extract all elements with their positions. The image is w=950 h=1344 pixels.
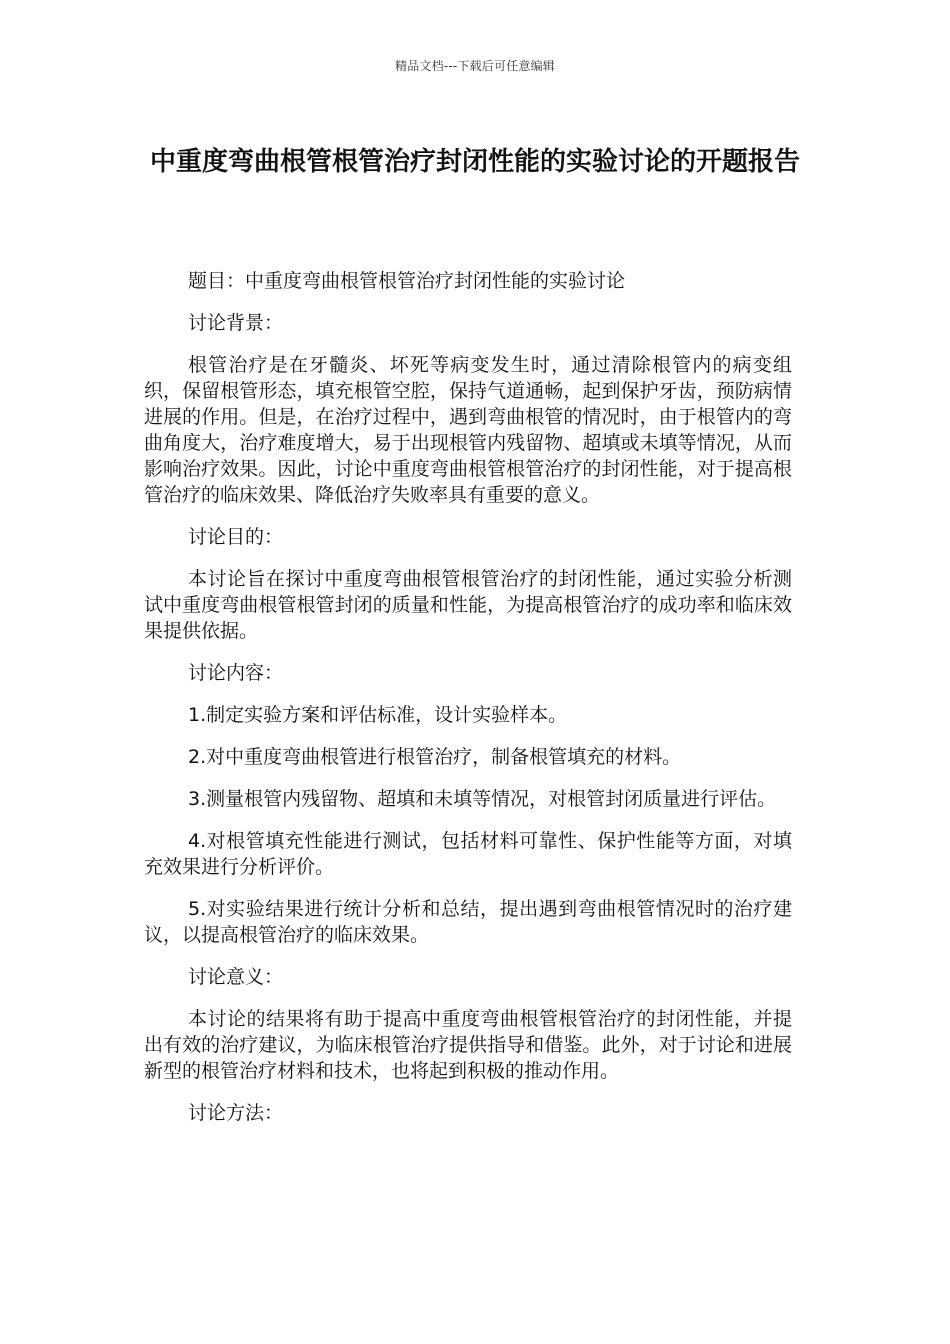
method-label: 讨论方法： <box>188 1102 284 1124</box>
purpose-paragraph: 本讨论旨在探讨中重度弯曲根管根管治疗的封闭性能，通过实验分析测试中重度弯曲根管根管封闭的质量和性能，为提高根管治疗的成功率和临床效果提供依据。 <box>144 568 792 642</box>
document-body <box>144 268 792 1142</box>
content-item-3: 3.测量根管内残留物、超填和未填等情况，对根管封闭质量进行评估。 <box>188 788 777 810</box>
background-label: 讨论背景： <box>188 312 284 334</box>
content-item-5: 5.对实验结果进行统计分析和总结，提出遇到弯曲根管情况时的治疗建议，以提高根管治疗的临床效果。 <box>144 898 792 946</box>
significance-label: 讨论意义： <box>188 966 284 988</box>
document-title: 中重度弯曲根管根管治疗封闭性能的实验讨论的开题报告 <box>149 147 800 177</box>
significance-paragraph: 本讨论的结果将有助于提高中重度弯曲根管根管治疗的封闭性能，并提出有效的治疗建议，为临床根管治疗提供指导和借鉴。此外，对于讨论和进展新型的根管治疗材料和技术，也将起到积极的推动作用。 <box>144 1008 792 1082</box>
content-item-2: 2.对中重度弯曲根管进行根管治疗，制备根管填充的材料。 <box>188 746 682 768</box>
purpose-label: 讨论目的： <box>188 526 284 548</box>
content-label: 讨论内容： <box>188 662 284 684</box>
background-paragraph: 根管治疗是在牙髓炎、坏死等病变发生时，通过清除根管内的病变组织，保留根管形态，填充根管空腔，保持气道通畅，起到保护牙齿，预防病情进展的作用。但是，在治疗过程中，遇到弯曲根管的情况时，由于根管内的弯曲角度大，治疗难度增大，易于出现根管内残留物、超填或未填等情况，从而影响治疗效果。因此，讨论中重度弯曲根管根管治疗的封闭性能，对于提高根管治疗的临床效果、降低治疗失败率具有重要的意义。 <box>144 354 792 506</box>
topic-line: 题目：中重度弯曲根管根管治疗封闭性能的实验讨论 <box>188 270 626 292</box>
header-note: 精品文档---下载后可任意编辑 <box>395 59 555 73</box>
content-item-4: 4.对根管填充性能进行测试，包括材料可靠性、保护性能等方面，对填充效果进行分析评价。 <box>144 830 792 878</box>
content-item-1: 1.制定实验方案和评估标准，设计实验样本。 <box>188 704 568 726</box>
